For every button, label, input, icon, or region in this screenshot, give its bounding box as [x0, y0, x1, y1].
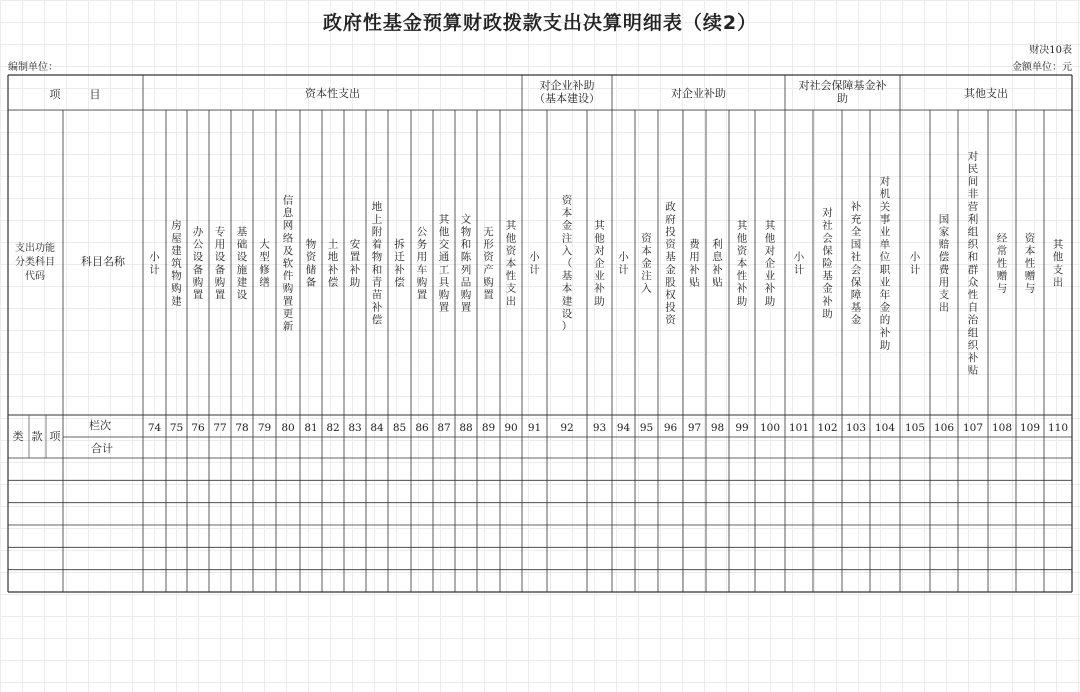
column-header-char: 列: [460, 263, 472, 276]
column-header-char: 办: [192, 226, 204, 238]
column-header-char: 置: [214, 289, 226, 301]
column-header-char: 本: [1024, 244, 1036, 257]
column-header-char: 赔: [938, 238, 950, 251]
column-header-char: 偿: [394, 276, 405, 289]
column-header-char: 支: [1052, 263, 1064, 276]
column-number: 94: [616, 422, 631, 434]
column-header-char: 置: [483, 289, 494, 301]
column-header-char: 息: [282, 207, 294, 220]
column-header-char: 偿: [327, 276, 339, 289]
column-number: 81: [304, 422, 318, 434]
column-header-char: 金: [850, 314, 862, 327]
column-number: 82: [326, 422, 340, 434]
column-header-char: 费: [938, 263, 950, 276]
column-header-char: 专: [214, 226, 226, 238]
column-header-char: 补: [689, 263, 700, 276]
column-header-char: 地: [327, 251, 339, 264]
column-header-char: 陈: [460, 251, 472, 264]
column-header-char: 物: [371, 251, 383, 264]
column-number: 84: [370, 422, 384, 434]
column-header-char: 业: [879, 226, 891, 238]
column-number: 98: [710, 422, 725, 434]
column-header-char: 资: [665, 314, 676, 327]
column-header-char: 其: [594, 219, 605, 232]
column-header-char: 本: [736, 257, 748, 270]
column-header-char: 网: [282, 219, 294, 232]
column-header-char: 设: [561, 307, 573, 320]
column-header-char: 贴: [712, 276, 723, 289]
column-header-char: 全: [850, 226, 862, 238]
column-header-char: 储: [305, 263, 317, 276]
column-header-char: 备: [192, 263, 204, 276]
column-header-char: 络: [282, 232, 294, 245]
column-header-char: 筑: [171, 257, 182, 270]
column-number: 103: [845, 422, 867, 434]
column-header-char: 对: [594, 244, 605, 257]
column-header-char: 购: [171, 282, 182, 295]
column-header-char: 其: [438, 213, 450, 226]
column-number: 107: [962, 422, 984, 434]
column-header-char: 物: [171, 270, 182, 283]
column-header-char: 其: [736, 219, 748, 232]
column-header-char: 权: [665, 289, 676, 301]
column-header-char: 组: [967, 326, 979, 339]
column-number: 88: [459, 422, 473, 434]
column-header-char: 国: [850, 238, 862, 251]
column-header-char: 购: [460, 289, 472, 301]
column-header-char: 贴: [967, 364, 979, 377]
column-header-char: 入: [561, 244, 573, 257]
column-header-char: 资: [483, 251, 494, 264]
column-header-char: 资: [641, 232, 652, 245]
column-header-char: 补: [394, 263, 405, 276]
column-number: 96: [663, 422, 678, 434]
column-header-char: 他: [594, 232, 605, 245]
column-number: 90: [504, 422, 518, 434]
column-header-char: 年: [879, 289, 891, 301]
column-header-char: 屋: [171, 232, 182, 245]
column-header-char: 资: [736, 244, 748, 257]
column-header-char: 注: [641, 270, 652, 283]
column-header-char: （: [561, 257, 573, 270]
column-header-char: 补: [764, 282, 776, 295]
group-header: （基本建设）: [534, 92, 600, 105]
column-header-char: 补: [371, 301, 383, 314]
column-header-char: 计: [909, 263, 921, 276]
column-header-char: 本: [561, 282, 573, 295]
column-header-char: 经: [996, 232, 1008, 245]
column-header-char: 企: [594, 257, 605, 270]
column-header-char: 他: [438, 226, 450, 238]
column-header-char: 赠: [1024, 270, 1036, 283]
column-header-char: 助: [879, 339, 891, 352]
column-number: 100: [759, 422, 781, 434]
lei-label: 类: [12, 430, 24, 443]
column-header-char: 组: [967, 226, 979, 238]
func-code-label: 分类科目: [15, 257, 55, 268]
column-header-char: 计: [618, 263, 629, 276]
column-header-char: 件: [282, 270, 294, 283]
column-header-char: 备: [214, 263, 226, 276]
column-header-char: 建: [561, 295, 573, 308]
amount-unit: 金额单位：元: [1012, 62, 1072, 73]
column-number: 102: [817, 422, 838, 434]
column-header-char: 的: [879, 314, 891, 327]
total-label: 合计: [91, 442, 113, 455]
column-header-char: 本: [561, 207, 573, 220]
column-header-char: 上: [371, 213, 383, 226]
column-header-char: 金: [561, 219, 573, 232]
unit-label: 编制单位：: [8, 62, 58, 73]
column-number: 78: [235, 422, 249, 434]
column-header-char: 对: [967, 150, 979, 163]
column-header-char: 他: [1052, 251, 1064, 264]
column-number: 106: [933, 422, 955, 434]
column-header-char: 偿: [371, 314, 383, 327]
column-header-char: 出: [1052, 276, 1064, 289]
column-header-char: 和: [460, 238, 472, 251]
group-header: 助: [837, 92, 848, 105]
column-header-char: 金: [641, 257, 652, 270]
column-number: 105: [904, 422, 926, 434]
column-header-char: 偿: [938, 251, 950, 264]
column-header-char: 助: [349, 276, 361, 289]
column-header-char: 补: [879, 326, 891, 339]
column-header-char: 大: [259, 238, 270, 251]
column-header-char: 资: [1024, 232, 1036, 245]
column-header-char: 软: [282, 257, 294, 270]
column-header-char: 小: [149, 251, 160, 264]
column-header-char: 置: [349, 251, 361, 264]
column-header-char: 基: [822, 270, 833, 283]
column-header-char: 更: [282, 307, 294, 320]
column-number: 79: [257, 422, 272, 434]
column-header-char: 他: [736, 232, 748, 245]
column-header-char: 小: [909, 251, 921, 264]
column-number: 87: [437, 422, 451, 434]
column-header-char: 对: [879, 175, 891, 188]
column-number: 95: [639, 422, 654, 434]
column-header-char: 险: [822, 257, 833, 270]
column-number: 85: [392, 422, 407, 434]
column-header-char: 其: [764, 219, 776, 232]
column-header-char: 他: [764, 232, 776, 245]
column-header-char: 苗: [371, 289, 383, 301]
group-header: 对社会保障基金补: [798, 79, 887, 92]
column-header-char: 投: [665, 226, 676, 238]
column-header-char: 非: [967, 188, 979, 201]
column-header-char: 品: [460, 276, 472, 289]
column-header-char: 购: [416, 276, 428, 289]
group-header: 对企业补助: [539, 79, 595, 92]
column-header-char: 购: [192, 276, 204, 289]
column-header-char: 资: [305, 251, 317, 264]
column-number: 104: [874, 422, 896, 434]
column-header-char: 用: [214, 238, 226, 251]
column-header-char: 补: [736, 282, 748, 295]
column-header-char: 购: [214, 276, 226, 289]
column-header-char: 助: [594, 295, 605, 308]
column-header-char: 补: [349, 263, 361, 276]
subject-name-label: 科目名称: [81, 255, 125, 268]
column-header-char: 土: [327, 238, 339, 251]
column-header-char: 与: [1024, 282, 1036, 295]
column-header-char: 设: [214, 251, 226, 264]
item-header-label: 项: [49, 88, 61, 101]
column-header-char: 计: [149, 263, 160, 276]
column-header-char: 金: [665, 263, 676, 276]
column-header-char: 补: [327, 263, 339, 276]
column-header-char: 安: [349, 238, 361, 251]
column-header-char: 注: [561, 232, 573, 245]
column-header-char: 事: [879, 213, 891, 226]
column-header-char: 家: [938, 226, 950, 238]
column-header-char: 建: [171, 295, 182, 308]
column-header-char: 公: [416, 226, 428, 238]
column-header-char: 具: [438, 276, 450, 289]
column-header-char: 群: [967, 263, 979, 276]
column-header-char: 小: [793, 251, 805, 264]
column-header-char: 支: [938, 289, 950, 301]
column-header-char: 及: [282, 244, 294, 257]
column-header-char: 充: [850, 213, 862, 226]
column-header-char: 拆: [394, 238, 405, 251]
column-header-char: 府: [665, 213, 676, 226]
kuan-label: 款: [31, 430, 43, 443]
column-header-char: 支: [505, 282, 517, 295]
column-header-char: 设: [236, 289, 248, 301]
column-header-char: 基: [561, 270, 573, 283]
column-header-char: 物: [460, 226, 472, 238]
column-header-char: 购: [282, 282, 294, 295]
column-header-char: 资: [665, 238, 676, 251]
column-number: 109: [1019, 422, 1041, 434]
column-number: 80: [281, 422, 295, 434]
column-header-char: 青: [371, 276, 383, 289]
column-number: 110: [1047, 422, 1069, 434]
column-header-char: 购: [483, 276, 494, 289]
column-header-char: 业: [879, 276, 891, 289]
column-header-char: 性: [1024, 257, 1036, 270]
column-header-char: 小: [618, 251, 629, 264]
column-header-char: 自: [967, 301, 979, 314]
column-header-char: 基: [665, 251, 676, 264]
column-header-char: 会: [822, 232, 833, 245]
func-code-label: 代码: [25, 271, 45, 282]
column-header-char: 补: [594, 282, 605, 295]
column-header-char: 助: [736, 295, 748, 308]
column-header-char: 形: [483, 238, 494, 251]
column-header-char: 建: [236, 276, 248, 289]
column-header-char: 国: [938, 213, 950, 226]
column-header-char: 性: [996, 257, 1008, 270]
column-header-char: 设: [236, 251, 248, 264]
column-header-char: 备: [305, 276, 317, 289]
column-header-char: 础: [236, 238, 248, 251]
column-header-char: 业: [594, 270, 605, 283]
column-header-char: 建: [171, 244, 182, 257]
column-header-char: 障: [850, 289, 862, 301]
column-header-char: 迁: [394, 251, 405, 264]
column-header-char: ）: [561, 320, 573, 333]
column-header-char: 资: [505, 244, 517, 257]
column-header-char: 间: [967, 175, 979, 188]
column-number: 76: [191, 422, 205, 434]
column-number: 92: [560, 422, 574, 434]
column-header-char: 购: [438, 289, 450, 301]
column-header-char: 型: [259, 251, 270, 264]
column-header-char: 关: [879, 200, 891, 213]
column-header-char: 营: [967, 200, 979, 213]
column-header-char: 小: [529, 251, 540, 264]
column-header-char: 性: [736, 270, 748, 283]
column-header-char: 通: [438, 251, 450, 264]
column-header-char: 基: [850, 301, 862, 314]
column-header-char: 缮: [259, 276, 270, 289]
column-header-char: 修: [259, 263, 270, 276]
column-header-char: 置: [460, 301, 472, 314]
column-header-char: 着: [371, 238, 383, 251]
column-header-char: 信: [282, 194, 294, 207]
column-header-char: 基: [236, 226, 248, 238]
column-header-char: 织: [967, 238, 979, 251]
column-header-char: 房: [171, 219, 182, 232]
column-number: 101: [788, 422, 810, 434]
column-header-char: 置: [192, 289, 204, 301]
xiang-label: 项: [49, 430, 61, 443]
column-header-char: 助: [822, 307, 833, 320]
column-header-char: 对: [764, 244, 776, 257]
column-header-char: 入: [641, 282, 652, 295]
column-header-char: 位: [879, 251, 891, 264]
col-no-label: 栏次: [89, 419, 111, 432]
column-header-char: 出: [938, 301, 950, 314]
column-header-char: 保: [850, 276, 862, 289]
column-header-char: 赠: [996, 270, 1008, 283]
column-header-char: 车: [416, 263, 428, 276]
column-header-char: 金: [822, 282, 833, 295]
column-header-char: 公: [192, 238, 204, 251]
column-header-char: 文: [460, 213, 472, 226]
column-header-char: 出: [505, 295, 517, 308]
column-header-char: 其: [505, 219, 517, 232]
item-header-label: 目: [89, 88, 101, 101]
column-header-char: 计: [529, 263, 540, 276]
column-header-char: 交: [438, 238, 450, 251]
column-header-char: 和: [967, 251, 979, 264]
column-header-char: 保: [822, 244, 833, 257]
column-header-char: 设: [192, 251, 204, 264]
column-header-char: 业: [764, 270, 776, 283]
column-number: 83: [348, 422, 362, 434]
column-header-char: 物: [305, 238, 317, 251]
column-header-char: 股: [665, 276, 676, 289]
column-header-char: 地: [371, 200, 383, 213]
column-header-char: 金: [879, 301, 891, 314]
column-number: 74: [147, 422, 162, 434]
column-header-char: 置: [416, 289, 428, 301]
column-header-char: 社: [850, 251, 862, 264]
column-header-char: 本: [641, 244, 652, 257]
group-header: 对企业补助: [671, 87, 726, 100]
group-header: 其他支出: [964, 87, 1008, 100]
column-header-char: 息: [712, 251, 723, 264]
column-header-char: 众: [967, 276, 979, 289]
column-header-char: 置: [438, 301, 450, 314]
column-header-char: 社: [822, 219, 833, 232]
column-header-char: 职: [879, 263, 891, 276]
column-header-char: 企: [764, 257, 776, 270]
column-header-char: 会: [850, 263, 862, 276]
column-header-char: 资: [561, 194, 573, 207]
column-number: 91: [527, 422, 542, 434]
column-header-char: 补: [712, 263, 723, 276]
column-header-char: 置: [282, 295, 294, 308]
column-header-char: 对: [822, 207, 833, 220]
column-number: 89: [481, 422, 496, 434]
column-header-char: 施: [236, 263, 248, 276]
column-number: 77: [213, 422, 227, 434]
column-header-char: 性: [505, 270, 517, 283]
func-code-label: 支出功能: [15, 243, 55, 254]
column-header-char: 本: [505, 257, 517, 270]
column-header-char: 用: [938, 276, 950, 289]
column-header-char: 用: [416, 251, 428, 264]
column-header-char: 和: [371, 263, 383, 276]
column-header-char: 单: [879, 238, 891, 251]
column-number: 93: [592, 422, 607, 434]
group-header: 资本性支出: [305, 87, 360, 100]
column-number: 99: [735, 422, 749, 434]
column-header-char: 治: [967, 314, 979, 327]
column-header-char: 工: [438, 263, 450, 276]
column-header-char: 助: [764, 295, 776, 308]
column-header-char: 与: [996, 282, 1008, 295]
column-header-char: 新: [282, 320, 294, 333]
column-header-char: 民: [967, 163, 979, 175]
report-title: 政府性基金预算财政拨款支出决算明细表（续2）: [322, 12, 758, 34]
column-header-char: 利: [712, 238, 723, 251]
column-header-char: 性: [967, 289, 979, 301]
column-header-char: 务: [416, 238, 428, 251]
column-header-char: 利: [967, 213, 979, 226]
column-number: 86: [415, 422, 429, 434]
column-header-char: 机: [879, 188, 891, 201]
column-header-char: 费: [689, 238, 700, 251]
column-header-char: 常: [996, 244, 1008, 257]
column-header-char: 产: [483, 263, 494, 276]
column-header-char: 补: [850, 200, 862, 213]
table-code: 财决10表: [1029, 45, 1072, 56]
column-header-char: 其: [1052, 238, 1064, 251]
column-header-char: 贴: [689, 276, 700, 289]
column-header-char: 补: [822, 295, 833, 308]
column-header-char: 他: [505, 232, 517, 245]
column-header-char: 用: [689, 251, 700, 264]
column-header-char: 补: [967, 352, 979, 364]
column-header-char: 投: [665, 301, 676, 314]
column-header-char: 无: [483, 226, 494, 238]
column-header-char: 计: [793, 263, 805, 276]
column-number: 108: [991, 422, 1013, 434]
column-number: 75: [169, 422, 184, 434]
column-header-char: 织: [967, 339, 979, 352]
column-header-char: 政: [665, 200, 676, 213]
column-number: 97: [687, 422, 702, 434]
column-header-char: 附: [371, 226, 383, 238]
